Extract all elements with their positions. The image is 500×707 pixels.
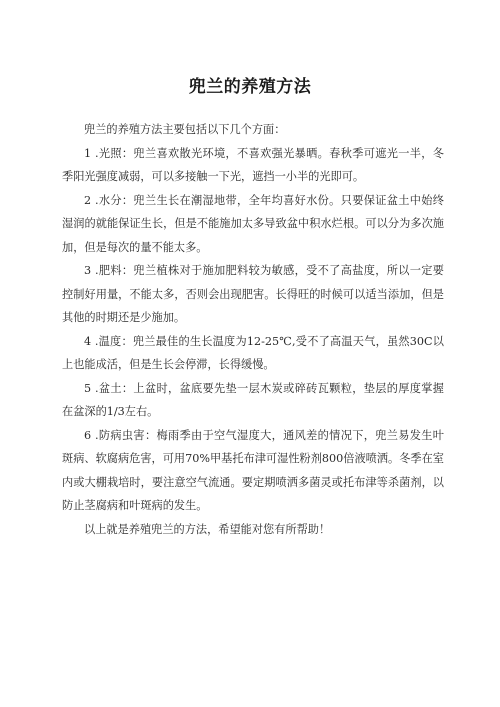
paragraph-light: 1 .光照：兜兰喜欢散光环境，不喜欢强光暴晒。春秋季可遮光一半，冬季阳光强度减弱，可以多接触一下光，遮挡一小半的光即可。	[62, 146, 444, 183]
intro-paragraph: 兜兰的养殖方法主要包括以下几个方面：	[84, 123, 286, 136]
paragraph-water: 2 .水分：兜兰生长在潮湿地带，全年均喜好水份。只要保证盆土中始终湿润的就能保证生长，但是不能施加太多导致盆中积水烂根。可以分为多次施加，但是每次的量不能太多。	[62, 193, 444, 254]
paragraph-temperature: 4 .温度：兜兰最佳的生长温度为12-25℃,受不了高温天气，虽然30C以上也能成活，但是生长会停滞，长得缓慢。	[62, 334, 444, 371]
conclusion-paragraph: 以上就是养殖兜兰的方法，希望能对您有所帮助！	[84, 522, 331, 536]
paragraph-fertilizer: 3 .肥料：兜兰植株对于施加肥料较为敏感，受不了高盐度，所以一定要控制好用量，不能太多，否则会出现肥害。长得旺的时候可以适当添加，但是其他的时期还是少施加。	[62, 264, 444, 324]
paragraph-soil: 5 .盆土：上盆时，盆底要先垫一层木炭或碎砖瓦颗粒，垫层的厚度掌握在盆深的1/3左右。	[62, 381, 444, 418]
document-title: 兜兰的养殖方法	[188, 77, 312, 97]
document-body	[62, 118, 444, 541]
paragraph-pest-control: 6 .防病虫害：梅雨季由于空气湿度大，通风差的情况下，兜兰易发生叶斑病、软腐病危害，可用70%甲基托布津可湿性粉剂800倍液喷洒。冬季在室内或大棚栽培时，要注意空气流通。要定期喷洒多菌灵或托布津等杀菌剂，以防止茎腐病和叶斑病的发生。	[62, 428, 444, 512]
